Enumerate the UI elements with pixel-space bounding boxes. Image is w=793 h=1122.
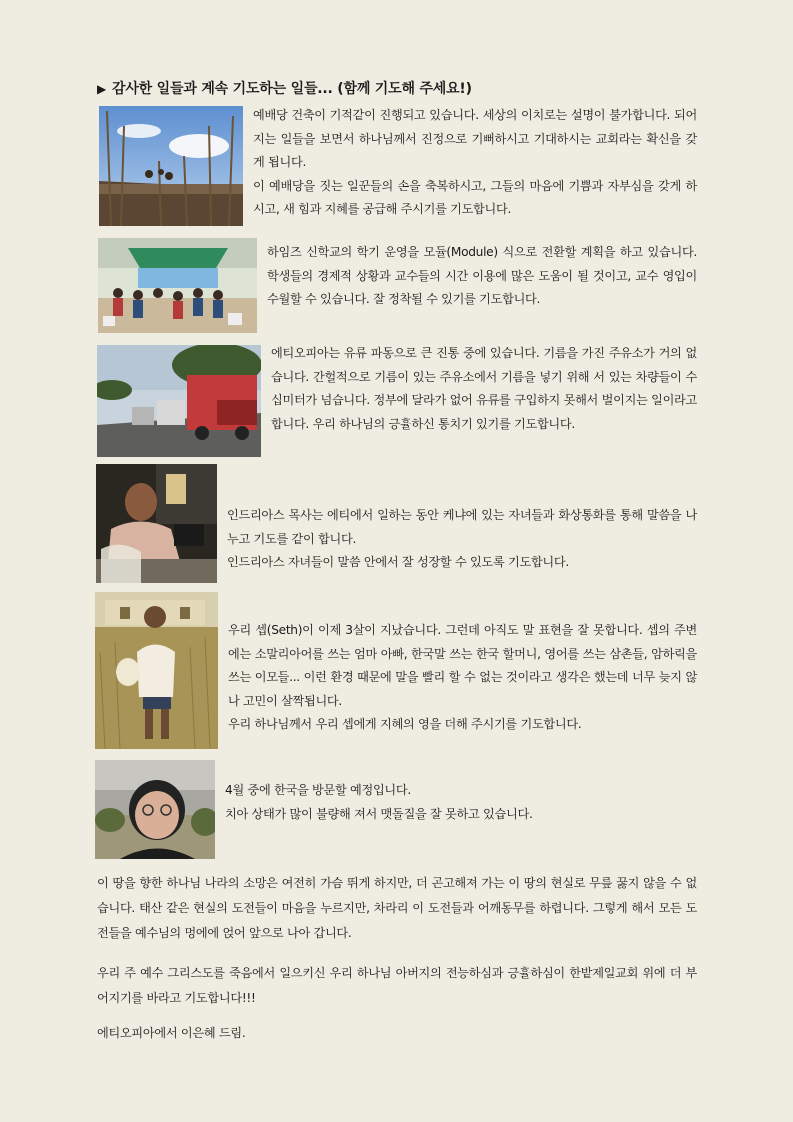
seminary-gathering-photo (98, 238, 257, 333)
video-call-photo (96, 464, 217, 583)
item-6-text: 4월 중에 한국을 방문할 예정입니다. 치아 상태가 많이 불량해 져서 맷돌질을 잘 못하고 있습니다. (225, 783, 533, 821)
section-heading (97, 78, 472, 98)
section-title: 감사한 일들과 계속 기도하는 일들... (함께 기도해 주세요!) (112, 81, 472, 97)
seth-child-photo (95, 592, 218, 749)
closing-paragraph-1: 이 땅을 향한 하나님 나라의 소망은 여전히 가슴 뛰게 하지만, 더 곤고해져 가는 이 땅의 현실로 무릎 꿇지 않을 수 없습니다. 태산 같은 현실의 도전들이 마음을 누르지만, 차라리 이 도전들과 어깨동무를 하렵니다. 그렇게 해서 모든 도전들을 예수님의 멍에에 얹어 앞으로 나아 갑니다. (97, 876, 697, 940)
item-1-text: 예배당 건축이 기적같이 진행되고 있습니다. 세상의 이치로는 설명이 불가합니다. 되어지는 일들을 보면서 하나님께서 진정으로 기뻐하시고 기대하시는 교회라는 확신을 갖게 됩니다. 이 예배당을 짓는 일꾼들의 손을 축복하시고, 그들의 마음에 기쁨과 자부심을 갖게 하시고, 새 힘과 지혜를 공급해 주시기를 기도합니다. (253, 108, 697, 216)
fuel-queue-photo (97, 345, 261, 457)
item-2-text: 하임즈 신학교의 학기 운영을 모듈(Module) 식으로 전환할 계획을 하고 있습니다. 학생들의 경제적 상황과 교수들의 시간 이용에 많은 도움이 될 것이고, 교수 영입이 수월할 수 있습니다. 잘 정착될 수 있기를 기도합니다. (267, 245, 697, 306)
author-portrait-photo (95, 760, 215, 859)
item-5-text: 우리 셉(Seth)이 이제 3살이 지났습니다. 그런데 아직도 말 표현을 잘 못합니다. 셉의 주변에는 소말리아어를 쓰는 엄마 아빠, 한국말 쓰는 한국 할머니, 영어를 쓰는 삼촌들, 암하릭을 쓰는 이모들... 이런 환경 때문에 말을 빨리 할 수 없는 것이라고 생각은 했는데 너무 늦지 않나 고민이 살짝됩니다. 우리 하나님께서 우리 셉에게 지혜의 영을 더해 주시기를 기도합니다. (228, 623, 697, 731)
signature-line: 에티오피아에서 이은혜 드림. (97, 1026, 246, 1040)
construction-photo (99, 106, 243, 226)
closing-paragraph-2: 우리 주 예수 그리스도를 죽음에서 일으키신 우리 하나님 아버지의 전능하심과 긍휼하심이 한밭제일교회 위에 더 부어지기를 바라고 기도합니다!!! (97, 966, 697, 1005)
item-4-text: 인드리아스 목사는 에티에서 일하는 동안 케냐에 있는 자녀들과 화상통화를 통해 말씀을 나누고 기도를 같이 합니다. 인드리아스 자녀들이 말씀 안에서 잘 성장할 수 있도록 기도합니다. (227, 508, 697, 569)
item-3-text: 에티오피아는 유류 파동으로 큰 진통 중에 있습니다. 기름을 가진 주유소가 거의 없습니다. 간헐적으로 기름이 있는 주유소에서 기름을 넣기 위해 서 있는 차량들이 수 십미터가 넘습니다. 정부에 달라가 없어 유류를 구입하지 못해서 벌이지는 일이라고 합니다. 우리 하나님의 긍휼하신 통치기 있기를 기도합니다. (271, 346, 697, 431)
triangle-right-icon: ▶ (97, 82, 107, 96)
